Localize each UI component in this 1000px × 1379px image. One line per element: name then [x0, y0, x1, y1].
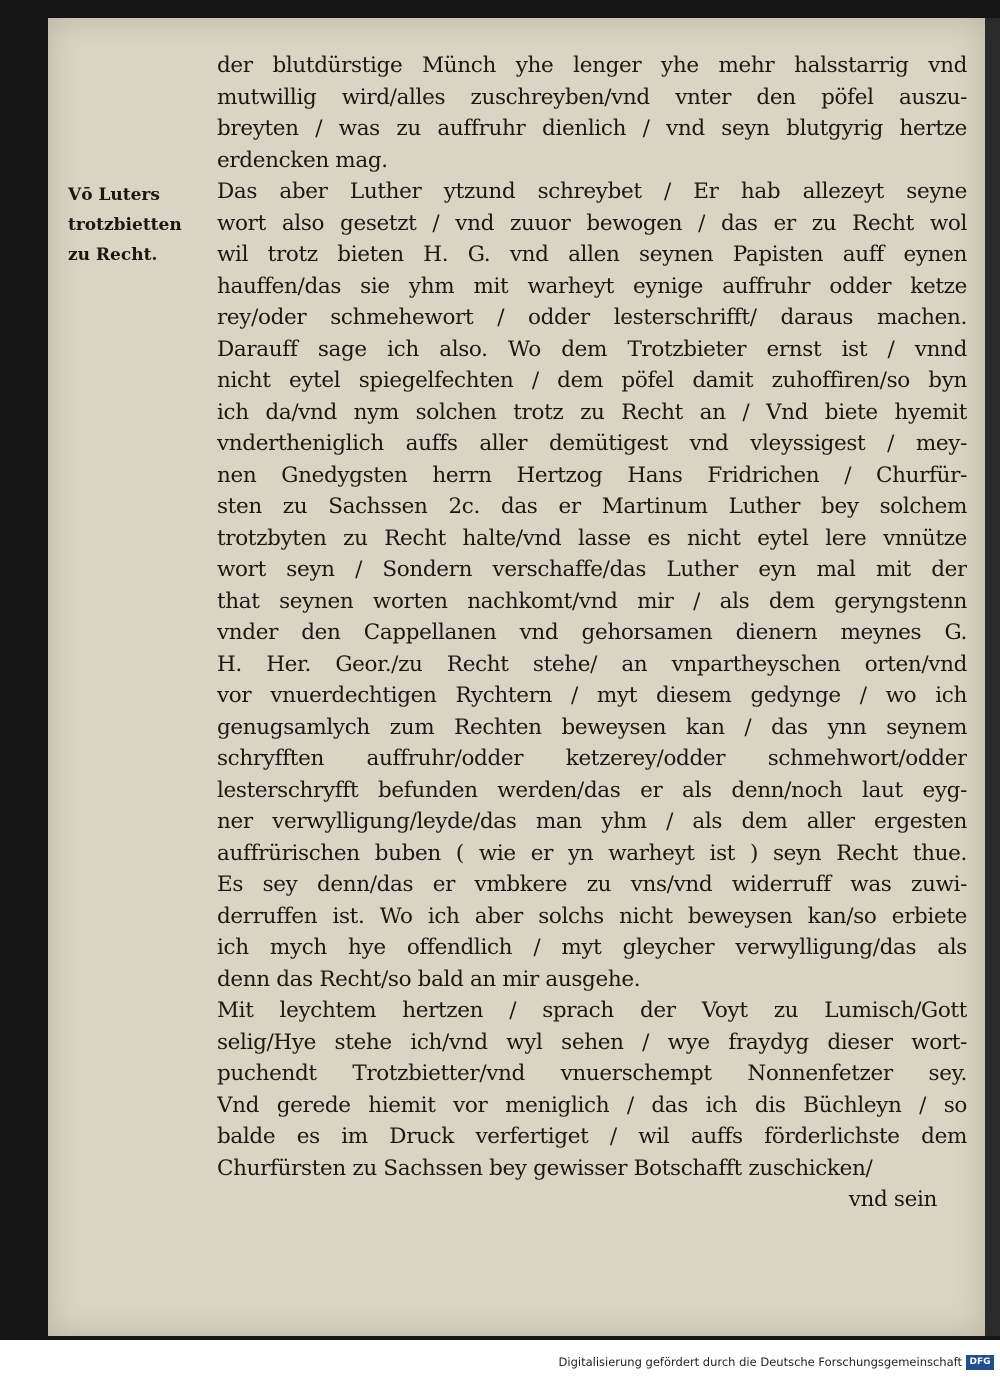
body-text [217, 50, 967, 1216]
text-line: ich da/vnd nym solchen trotz zu Recht an / Vnd biete hyemit [217, 399, 967, 425]
margin-note [68, 180, 203, 270]
text-line: vndertheniglich auffs aller demütigest vnd vleyssigest / mey- [217, 431, 967, 456]
text-line: rey/oder schmehewort / odder lesterschrifft/ daraus machen. [217, 305, 967, 330]
margin-note-line: trotzbietten [68, 215, 182, 235]
text-line: wil trotz bieten H. G. vnd allen seynen Papisten auff eynen [217, 242, 967, 267]
dfg-logo: DFG [966, 1355, 994, 1370]
margin-note-line: zu Recht. [68, 245, 158, 265]
text-line: vnder den Cappellanen vnd gehorsamen dienern meynes G. [217, 620, 967, 645]
text-line: ner verwylligung/leyde/das man yhm / als dem aller ergesten [217, 809, 967, 834]
text-line: puchendt Trotzbietter/vnd vnuerschempt Nonnenfetzer sey. [217, 1061, 967, 1086]
text-line: erdencken mag. [217, 147, 388, 173]
margin-note-line: Vō Luters [68, 185, 160, 205]
text-line: Vnd gerede hiemit vor meniglich / das ich dis Büchleyn / so [217, 1092, 967, 1118]
text-line: vor vnuerdechtigen Rychtern / myt diesem gedynge / wo ich [217, 683, 967, 708]
text-line: mutwillig wird/alles zuschreyben/vnd vnter den pöfel auszu- [217, 84, 967, 110]
footer-credit: Digitalisierung gefördert durch die Deutsche Forschungsgemeinschaft [558, 1355, 962, 1369]
text-line: selig/Hye stehe ich/vnd wyl sehen / wye fraydyg dieser wort- [217, 1029, 967, 1055]
text-line: nen Gnedygsten herrn Hertzog Hans Fridrichen / Churfür- [217, 462, 967, 488]
text-line: balde es im Druck verfertiget / wil auffs förderlichste dem [217, 1124, 967, 1149]
text-line: auffrürischen buben ( wie er yn warheyt ist ) seyn Recht thue. [217, 840, 967, 866]
text-line: that seynen worten nachkomt/vnd mir / als dem geryngstenn [217, 588, 967, 614]
text-line: vnd sein [848, 1187, 937, 1212]
text-line: wort seyn / Sondern verschaffe/das Luther eyn mal mit der [217, 557, 967, 582]
text-line: Das aber Luther ytzund schreybet / Er hab allezeyt seyne [217, 179, 967, 204]
text-line: derruffen ist. Wo ich aber solchs nicht beweysen kan/so erbiete [217, 903, 967, 929]
footer-bar [0, 1352, 1000, 1379]
text-line: Darauff sage ich also. Wo dem Trotzbieter ernst ist / vnnd [217, 336, 967, 362]
text-line: sten zu Sachssen 2c. das er Martinum Luther bey solchem [217, 494, 967, 519]
text-line: genugsamlych zum Rechten beweysen kan / das ynn seynem [217, 714, 967, 740]
text-line: Churfürsten zu Sachssen bey gewisser Botschafft zuschicken/ [217, 1155, 873, 1181]
text-line: nicht eytel spiegelfechten / dem pöfel damit zuhoffiren/so byn [217, 368, 967, 393]
text-line: breyten / was zu auffruhr dienlich / vnd seyn blutgyrig hertze [217, 116, 967, 141]
page-edge [985, 18, 1000, 1336]
text-line: wort also gesetzt / vnd zuuor bewogen / das er zu Recht wol [217, 210, 967, 236]
text-line: der blutdürstige Münch yhe lenger yhe mehr halsstarrig vnd [217, 53, 967, 78]
text-line: H. Her. Geor./zu Recht stehe/ an vnpartheyschen orten/vnd [217, 651, 967, 677]
text-line: hauffen/das sie yhm mit warheyt eynige auffruhr odder ketze [217, 273, 967, 299]
text-line: denn das Recht/so bald an mir ausgehe. [217, 966, 641, 992]
text-line: schryfften auffruhr/odder ketzerey/odder schmehwort/odder [217, 746, 967, 771]
text-line: ich mych hye offendlich / myt gleycher verwylligung/das als [217, 935, 967, 960]
text-line: lesterschryfft befunden werden/das er als denn/noch laut eyg- [217, 777, 967, 803]
text-line: trotzbyten zu Recht halte/vnd lasse es nicht eytel lere vnnütze [217, 525, 967, 551]
text-line: Mit leychtem hertzen / sprach der Voyt zu Lumisch/Gott [217, 998, 967, 1023]
text-line: Es sey denn/das er vmbkere zu vns/vnd widerruff was zuwi- [217, 872, 967, 897]
